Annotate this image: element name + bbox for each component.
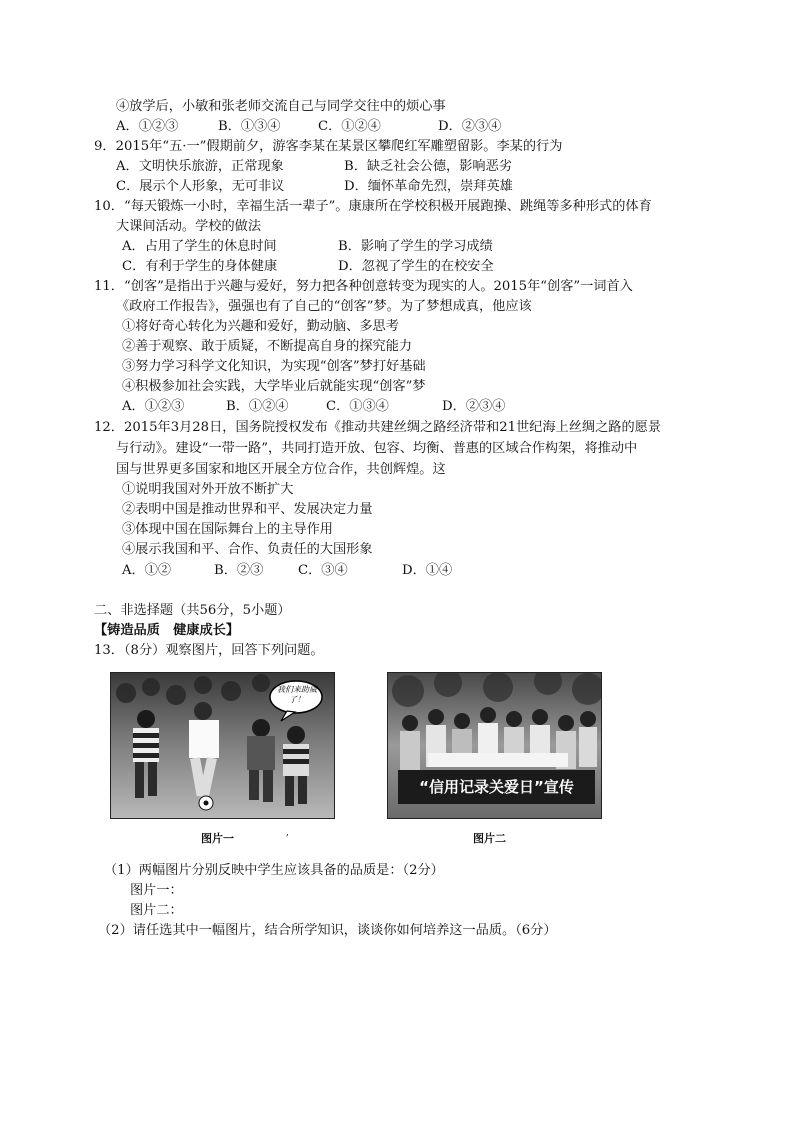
photo-2-caption: 图片二 <box>473 832 506 845</box>
q11-item-3: ③努力学习科学文化知识，为实现“创客”梦打好基础 <box>122 359 426 374</box>
photo-2-banner-text: “信用记录关爱日”宣传 <box>419 778 574 796</box>
q8-option-a: A．①②③ <box>116 119 179 134</box>
q8-option-d: D．②③④ <box>438 119 502 134</box>
q10-option-c: C．有利于学生的身体健康 <box>122 259 278 274</box>
q11-item-2: ②善于观察、敢于质疑，不断提高自身的探究能力 <box>122 339 413 354</box>
q9-stem: 9．2015年“五·一”假期前夕，游客李某在某景区攀爬红军雕塑留影。李某的行为 <box>94 139 563 154</box>
q11-option-b: B．①②④ <box>226 399 289 414</box>
q13-sub-1: （1）两幅图片分别反映中学生应该具备的品质是：（2分） <box>104 863 444 878</box>
photo-football-match <box>110 672 335 819</box>
section-2-title: 二、非选择题（共56分，5小题） <box>94 603 291 618</box>
q10-option-d: D．忽视了学生的在校安全 <box>338 259 494 274</box>
q11-stem-line-2: 《政府工作报告》，强强也有了自己的“创客”梦。为了梦想成真，他应该 <box>116 299 532 314</box>
q12-option-b: B．②③ <box>214 563 264 578</box>
q10-option-b: B．影响了学生的学习成绩 <box>338 239 493 254</box>
q9-option-d: D．缅怀革命先烈，崇拜英雄 <box>344 179 513 194</box>
q8-item-4: ④放学后，小敏和张老师交流自己与同学交往中的烦心事 <box>116 99 446 114</box>
photo-credit-day-promotion <box>387 672 602 819</box>
q12-item-3: ③体现中国在国际舞台上的主导作用 <box>122 522 333 537</box>
q12-option-a: A．①② <box>122 563 172 578</box>
q11-item-4: ④积极参加社会实践，大学毕业后就能实现“创客”梦 <box>122 379 426 394</box>
section-2-subtitle: 【铸造品质 健康成长】 <box>94 623 240 638</box>
q12-item-1: ①说明我国对外开放不断扩大 <box>122 482 294 497</box>
photo-1-caption: 图片一 <box>201 832 234 845</box>
q11-item-1: ①将好奇心转化为兴趣和爱好，勤动脑、多思考 <box>122 319 399 334</box>
q13-sub-1-photo-2-answer-label: 图片二： <box>130 903 183 918</box>
q12-stem-line-3: 国与世界更多国家和地区开展全方位合作，共创辉煌。这 <box>116 462 446 477</box>
q10-stem-line-1: 10．“每天锻炼一小时，幸福生活一辈子”。康康所在学校积极开展跑操、跳绳等多种形式的体育 <box>94 199 652 214</box>
q11-stem-line-1: 11．“创客”是指出于兴趣与爱好，努力把各种创意转变为现实的人。2015年“创客”一词首入 <box>94 279 633 294</box>
stray-mark: , <box>286 828 289 838</box>
q9-option-b: B．缺乏社会公德，影响恶劣 <box>344 159 512 174</box>
q12-item-2: ②表明中国是推动世界和平、发展决定力量 <box>122 502 373 517</box>
q10-stem-line-2: 大课间活动。学校的做法 <box>116 219 262 234</box>
q12-stem-line-2: 与行动》。建设“一带一路”，共同打造开放、包容、均衡、普惠的区域合作构架，将推动中 <box>116 441 638 456</box>
q13-stem: 13．（8分）观察图片，回答下列问题。 <box>94 643 324 658</box>
q11-option-c: C．①③④ <box>326 399 389 414</box>
q11-option-a: A．①②③ <box>122 399 185 414</box>
q9-option-c: C．展示个人形象，无可非议 <box>116 179 285 194</box>
q10-option-a: A．占用了学生的休息时间 <box>122 239 277 254</box>
photo-1-speech-bubble-text: 我们来助威了！ <box>277 685 317 704</box>
q8-option-c: C．①②④ <box>318 119 381 134</box>
q13-sub-2: （2）请任选其中一幅图片，结合所学知识，谈谈你如何培养这一品质。（6分） <box>98 923 557 938</box>
q12-item-4: ④展示我国和平、合作、负责任的大国形象 <box>122 542 373 557</box>
q8-option-b: B．①③④ <box>218 119 281 134</box>
q11-option-d: D．②③④ <box>442 399 506 414</box>
q9-option-a: A．文明快乐旅游，正常现象 <box>116 159 284 174</box>
q12-stem-line-1: 12．2015年3月28日，国务院授权发布《推动共建丝绸之路经济带和21世纪海上丝绸之路的愿景 <box>94 420 662 435</box>
q13-sub-1-photo-1-answer-label: 图片一： <box>130 883 183 898</box>
q12-option-c: C．③④ <box>298 563 348 578</box>
q12-option-d: D．①④ <box>402 563 453 578</box>
